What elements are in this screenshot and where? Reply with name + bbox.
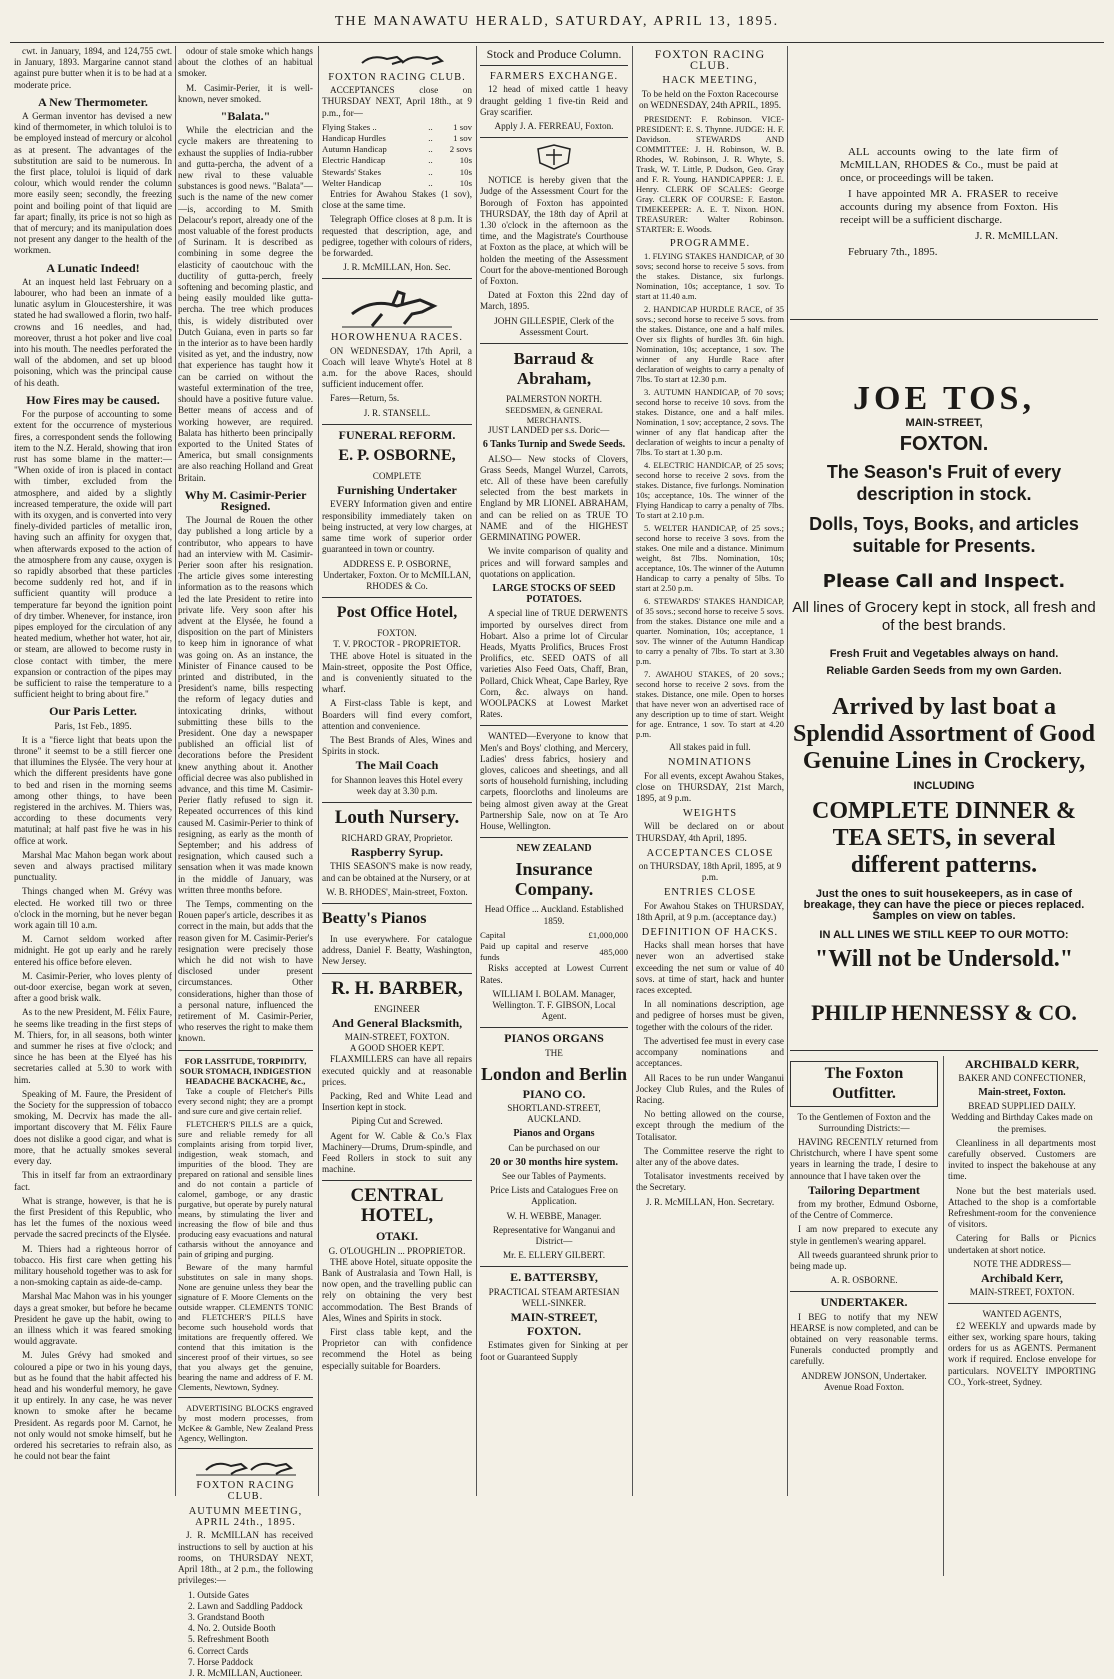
privileges-list	[178, 1590, 313, 1668]
ad-text: Hacks shall mean horses that have never won an advertised stake exceeding the net sum or value of 40 sovs. at time of start, hack and hunter races excepted.	[636, 940, 784, 996]
ad-kerr-title: ARCHIBALD KERR,	[964, 1056, 1079, 1071]
ad-subheading: A GOOD SHOER KEPT.	[349, 1043, 445, 1054]
race-name: Stewards' Stakes	[322, 166, 382, 177]
column-rule	[787, 46, 788, 1496]
ad-london-berlin: London and Berlin	[480, 1063, 628, 1084]
ad-text: THIS SEASON'S make is now ready, and can be obtained at the Nursery, or at	[322, 861, 472, 883]
column-4	[480, 46, 628, 1496]
ad-subheading: PIANOS ORGANS	[504, 1031, 604, 1046]
ad-subheading: PIANO CO.	[522, 1086, 586, 1101]
ad-subheading: ACCEPTANCES CLOSE	[646, 847, 774, 859]
ad-text: ON WEDNESDAY, 17th April, a Coach will leave Whyte's Hotel at 8 a.m. for the above Races, should sufficient inducement offer.	[322, 345, 472, 390]
ad-line: Please Call and Inspect.	[822, 571, 1066, 593]
ad-subheading: WEIGHTS	[682, 808, 738, 820]
notice-text: NOTICE is hereby given that the Judge of the Assessment Court for the Borough of Foxton has appointed THURSDAY, the 18th day of April at 1.30 o'clock in the afternoon as the time, and the Magistrate's Courthouse at Foxton as the place, at which will be holden the meeting of the Assessment Court for the above-mentioned Borough of Foxton.	[480, 175, 628, 287]
leader-dots: ..	[428, 166, 433, 177]
leader-dots: ..	[428, 121, 433, 132]
headline-racing-club: FOXTON RACING CLUB.	[654, 47, 766, 73]
ad-post-office-hotel: Post Office Hotel,	[336, 604, 458, 622]
ad-hennessy: PHILIP HENNESSY & CO.	[811, 999, 1077, 1025]
article-text: As to the new President, M. Félix Faure, he seems like treading in the first steps of M. Thiers, for, in all seasons, both winter and summer he rises at five o'clock; and since he has been at the Elyeé has his secretaries called at 5.30 to work with him.	[14, 1007, 172, 1085]
divider	[322, 597, 472, 598]
ad-subheading: BREAD SUPPLIED DAILY.	[968, 1101, 1076, 1112]
notice-text: I have appointed MR A. FRASER to receive accounts during my absence from Foxton. His receipt will be a sufficient discharge.	[840, 188, 1058, 226]
ad-line: Fresh Fruit and Vegetables always on hand.	[829, 648, 1059, 661]
list-item: 7. AWAHOU STAKES, of 20 sovs.; second horse to receive 2 sovs. from the stakes. Distance, one mile. Open to horses that have never won an advertised race of any description up to time of start. Weight for age. Entrance, 1 sov. To start at 4.20 p.m.	[636, 669, 784, 740]
masthead	[0, 0, 1114, 44]
list-item: 5. Refreshment Booth	[188, 1634, 269, 1645]
ad-text: W. B. RHODES', Main-street, Foxton.	[326, 886, 468, 897]
ad-text: In use everywhere. For catalogue address, Daniel F. Beatty, Washington, New Jersey.	[322, 933, 472, 967]
ad-text: The Best Brands of Ales, Wines and Spirits in stock.	[322, 734, 472, 757]
list-item: 1. FLYING STAKES HANDICAP, of 30 sovs; second horse to receive 5 sovs. from the stakes. Distance, six furlongs. Nomination, 10s; acceptance, 1 sov. To start at 11.40 a.m.	[636, 251, 784, 302]
divider	[948, 1303, 1096, 1304]
divider	[790, 1050, 1098, 1051]
ad-subheading: BAKER AND CONFECTIONER,	[958, 1072, 1086, 1083]
divider	[178, 1448, 313, 1449]
ad-text: A special line of TRUE DERWENTS imported by ourselves direct from Hobart. Also a prime lot of Circular Heads, Myatts Prolifics, Bruces Frost Prolifics, etc. SEED OATS of all varieties Also Feed Oats, Chaff, Bran, Pollard, Chick Wheat, Cape Barley, Rye Corn, &c. always on hand. WOOLPACKS at Lowest Market Rates.	[480, 608, 628, 720]
capital-value: 485,000	[599, 946, 628, 957]
list-item: 2. HANDICAP HURDLE RACE, of 35 sovs.; second horse to receive 5 sovs. from the stakes. Distance, one and a half miles. Over six flights of hurdles 3ft. 6in high. Nomination, 10s; acceptance, 1 sov. The winner of any Hurdle Race after declaration of weights to carry a penalty of 7lbs. To start at 12.30 p.m.	[636, 304, 784, 385]
ad-subheading: G. O'LOUGHLIN ... PROPRIETOR.	[328, 1245, 466, 1256]
ad-subheading: 6 Tanks Turnip and Swede Seeds.	[482, 439, 626, 451]
list-item: 3. AUTUMN HANDICAP, of 70 sovs; second horse to receive 10 sovs. from the stakes. Distance, one and a half miles. Nomination, 1 sov; acceptance, 2 sovs. The winner of any flat handicap after the declaration of weights to incur a penalty of 7lbs. To start at 1.30 p.m.	[636, 387, 784, 458]
divider	[790, 1291, 938, 1292]
ad-line: Just the ones to suit housekeepers, as in case of breakage, they can have the piece or pieces replaced. Samples on view on tables.	[803, 887, 1085, 923]
ad-subheading: FOXTON.	[526, 1324, 582, 1339]
horse-race-icon	[347, 50, 447, 68]
headline-resigned: Why M. Casimir-Perier Resigned.	[184, 487, 307, 513]
ad-subheading: FARMERS EXCHANGE.	[489, 71, 619, 83]
ad-subheading: Main-street, Foxton.	[978, 1087, 1066, 1099]
headline-fires: How Fires may be caused.	[26, 392, 160, 407]
ad-subheading: Tailoring Department	[808, 1182, 920, 1197]
ad-insurance-company: Insurance Company.	[514, 859, 594, 900]
table-row	[322, 122, 472, 133]
ad-subheading: FOXTON.	[899, 433, 989, 456]
ad-text: For Awahou Stakes on THURSDAY, 18th April, at 9 p.m. (acceptance day.)	[636, 900, 784, 922]
ad-text: A First-class Table is kept, and Boarders will find every comfort, attention and convenience.	[322, 698, 472, 731]
ad-text: EVERY Information given and entire responsibility immediately taken on being instructed, at very low charges, at same time work of superior order guaranteed in town or country.	[322, 499, 472, 555]
ad-louth-nursery: Louth Nursery.	[334, 806, 460, 828]
ad-text: THE above Hotel is situated in the Main-street, opposite the Post Office, and is conveniently situated to the wharf.	[322, 650, 472, 695]
ad-text: Wedding and Birthday Cakes made on the premises.	[951, 1112, 1093, 1134]
ad-subheading: PRACTICAL STEAM ARTESIAN WELL-SINKER.	[488, 1286, 620, 1308]
column-rule	[476, 46, 477, 1496]
ad-text: All Races to be run under Wanganui Jockey Club Rules, and the Rules of Racing.	[636, 1072, 784, 1105]
list-item: 3. Grandstand Booth	[188, 1611, 265, 1622]
article-text: The Journal de Rouen the other day published a long article by a contributor, who appears to have had an interview with M. Casimir-Perier soon after his resignation. The article gives some interesting information as to the reasons which led the late President to retire into private life. Very soon after his advent at the Elysée, he found a disposition on the part of Ministers to keep him in ignorance of what was going on. As an instance, the Minister of Finance caused to be printed and distributed, in the President's name, bills respecting the reform of legacy duties and intoxicating drinks, without submitting these bills to the President. One day a newspaper published an official list of decorations before the President knew anything about it. Another official decree was also published in advance, and this time M. Casimir-Perier flatly refused to sign it. Repeated occurrences of this kind caused M. Casimir-Perier to think of resigning, as early as the month of September; and his address of resignation, which caused such a sensation when it was made known in the middle of January, was written three months before.	[178, 515, 313, 895]
table-row	[322, 133, 472, 144]
ad-subheading: PROGRAMME.	[669, 238, 751, 250]
race-name: Welter Handicap	[322, 177, 382, 188]
divider	[480, 1027, 628, 1028]
capital-table	[480, 930, 628, 964]
ad-subheading: Pianos and Organs	[513, 1128, 595, 1140]
ad-subheading: T. V. PROCTOR - PROPRIETOR.	[333, 639, 461, 650]
horse-race-icon	[196, 1454, 296, 1476]
headline-horowhenua: HOROWHENUA RACES.	[331, 332, 463, 344]
ad-subheading: OTAKI.	[375, 1229, 419, 1244]
ad-text: £2 WEEKLY and upwards made by either sex, working spare hours, taking orders for us as AGENTS. Permanent work if required. Enclose envelope for particulars. NOVELTY IMPORTING CO., York-street, Sydney.	[948, 1320, 1096, 1387]
ad-text: HAVING RECENTLY returned from Christchurch, where I have spent some years in learning the trade, I desire to announce that I have taken over the	[790, 1137, 938, 1181]
ad-text: All stakes paid in full.	[669, 742, 751, 753]
leader-dots: ..	[428, 177, 433, 188]
column-5	[636, 46, 784, 1496]
officials-list: PRESIDENT: F. Robinson. VICE-PRESIDENT: E. S. Thynne. JUDGE: H. F. Davidson. STEWARDS AND COMMITTEE: J. H. Robinson, W. B. Rhodes, W. Robinson, J. R. Whyte, S. Trask, W. T. Little, P. Dudson, Geo. Gray and F. R. Young. HANDICAPPER: J. E. Henry. CLERK OF SCALES: George Gray. CLERK OF COURSE: F. Easton. TIMEKEEPER: A. E. T. Nixon. HON. TREASURER: Walter Robinson. STARTER: E. Woods.	[636, 114, 784, 235]
article-text: This in itself far from an extraordinary fact.	[14, 1170, 172, 1192]
ad-joe-tos: JOE TOS,	[853, 380, 1035, 417]
ad-beatty-pianos: Beatty's Pianos	[322, 909, 427, 927]
ad-text: In all nominations description, age and pedigree of horses must be given, together with the colours of the rider.	[636, 999, 784, 1032]
article-text: M. Carnot seldom worked after midnight. He got up early and he rarely entered his office before eleven.	[14, 934, 172, 967]
ad-line: Dolls, Toys, Books, and articles suitable for Presents.	[809, 514, 1079, 557]
divider	[480, 837, 628, 838]
ad-text: Entries for Awahou Stakes (1 sov), close at the same time.	[322, 189, 472, 211]
masthead-rule	[10, 42, 1104, 43]
jockey-horse-icon	[342, 284, 452, 328]
ad-line: Arrived by last boat a Splendid Assortment of Good Genuine Lines in Crockery,	[792, 693, 1096, 774]
ad-text: JUST LANDED per s.s. Doric—	[488, 425, 610, 436]
list-item: 4. No. 2. Outside Booth	[188, 1623, 276, 1634]
article-text: Speaking of M. Faure, the President of the Society for the suppression of tobacco smoking, M. Decrvix has made the all-important discovery that M. Félix Faure does not dislike a good cigar, and what is more, that he actually smokes several every day.	[14, 1088, 172, 1167]
ad-text: Telegraph Office closes at 8 p.m. It is requested that description, age, and pedigree, together with colours of riders, be forwarded.	[322, 214, 472, 259]
ad-line: The Season's Fruit of every description in stock.	[826, 462, 1062, 505]
article-text: odour of stale smoke which hangs about the clothes of an habitual smoker.	[178, 46, 313, 79]
article-text: M. Casimir-Perier, it is well-known, never smoked.	[178, 82, 313, 104]
ad-subheading: SHORTLAND-STREET, AUCKLAND.	[507, 1103, 601, 1125]
race-name: Electric Handicap	[322, 155, 386, 166]
ad-text: Totalisator investments received by the Secretary.	[636, 1171, 784, 1193]
notice-text: Dated at Foxton this 22nd day of March, 1895.	[480, 290, 628, 312]
ad-kerr	[948, 1056, 1096, 1391]
ad-text: Beware of the many harmful substitutes on sale in many shops. None are genuine unless they bear the signature of F. Moore Clements on the outside wrapper. CLEMENTS TONIC and FLETCHER'S PILLS have become such household words that imitations are frequently offered. We contend that this imitation is the sincerest proof of their virtues, so see that you always get the genuine, bearing the name and address of F. M. Clements, Newtown, Sydney.	[178, 1261, 313, 1392]
ad-subheading: Raspberry Syrup.	[350, 845, 443, 860]
ad-text: I BEG to notify that my NEW HEARSE is now completed, and can be obtained on very reasonable terms. Funerals conducted promptly and carefully.	[790, 1311, 938, 1367]
ad-line: INCLUDING	[913, 779, 975, 792]
ad-subheading: MAIN-STREET, FOXTON.	[344, 1031, 450, 1042]
column-6	[790, 46, 1098, 1496]
ad-subheading: DEFINITION OF HACKS.	[641, 927, 779, 939]
article-text: cwt. in January, 1894, and 124,755 cwt. in January, 1893. Margarine cannot stand against pure butter when it is to be had at a moderate price.	[14, 46, 172, 90]
ad-text: Representative for Wanganui and District—	[492, 1224, 616, 1247]
ad-subheading: MAIN-STREET,	[905, 417, 983, 429]
table-row	[322, 167, 472, 178]
ad-signature: J. R. McMILLAN, Hon. Secretary.	[645, 1196, 775, 1207]
ad-subheading: ENGINEER	[374, 1003, 420, 1014]
table-row	[322, 144, 472, 155]
divider	[480, 65, 628, 66]
ad-outfitter	[790, 1056, 938, 1396]
divider	[178, 1050, 313, 1051]
ad-line: "Will not be Undersold."	[814, 945, 1074, 972]
ad-barber: R. H. BARBER,	[331, 977, 463, 999]
ad-barraud-abraham: Barraud & Abraham,	[513, 349, 595, 389]
race-fees-table	[322, 122, 472, 189]
race-name: Handicap Hurdles	[322, 133, 386, 144]
ad-text: I am now prepared to execute any style in gentlemen's wearing apparel.	[790, 1224, 938, 1246]
leader-dots: ..	[428, 144, 433, 155]
ad-text: WANTED—Everyone to know that Men's and Boys' clothing, and Mercery, Ladies' dress fabrics, hosiery and gloves, calicoes and sheetings, and all sorts of household furnishing, including carpets, floorcloths and linoleums are being almost given away at the Great Partnership Sale, now on at Te Aro House, Wellington.	[480, 731, 628, 831]
ad-battersby: E. BATTERSBY,	[510, 1270, 598, 1285]
ad-subheading: NEW ZEALAND	[516, 843, 592, 855]
notice-text: ALL accounts owing to the late firm of McMILLAN, RHODES & Co., must be paid at once, or proceedings will be taken.	[840, 146, 1058, 184]
ad-text: FLAXMILLERS can have all repairs executed quickly and at reasonable prices.	[322, 1054, 472, 1087]
notice-signature: J. R. McMILLAN.	[975, 230, 1058, 242]
ad-subheading: RICHARD GRAY, Proprietor.	[341, 832, 453, 843]
headline-stock-produce: Stock and Produce Column.	[486, 47, 622, 61]
article-text: Things changed when M. Grévy was elected. He worked till two or three o'clock in the morning, but he never began work again till 10 a.m.	[14, 886, 172, 931]
divider	[322, 278, 472, 279]
ad-club-title: FOXTON RACING CLUB.	[196, 1479, 295, 1502]
dateline: Paris, 1st Feb., 1895.	[54, 720, 132, 731]
ad-text: First class table kept, and the Proprietor can with confidence recommend the Hotel as being especially suitable for Boarders.	[322, 1327, 472, 1371]
headline-lunatic: A Lunatic Indeed!	[46, 260, 140, 275]
ad-text: Apply J. A. FERREAU, Foxton.	[494, 121, 614, 132]
ad-text: The Committee reserve the right to alter any of the above dates.	[636, 1145, 784, 1167]
ad-line: IN ALL LINES WE STILL KEEP TO OUR MOTTO:	[819, 929, 1069, 942]
capital-value: £1,000,000	[588, 929, 628, 940]
headline-paris-letter: Our Paris Letter.	[49, 704, 137, 719]
leader-dots: ..	[428, 155, 433, 166]
capital-label: Paid up capital and reserve funds	[480, 940, 589, 963]
article-text: A German inventor has devised a new kind of thermometer, in which toluloi is to be employed instead of mercury or alcohol as at present. The advantages of the substitution are said to be numerous. In the first place, toluloi is liquid of dark colour, which would render the column more easily seen; secondly, the freezing point and boiling point of that liquid are far apart; finally, its price is not so high as that of mercury; and its manipulation does not present any danger to the health of the workmen.	[14, 111, 172, 256]
article-text: While the electrician and the cycle makers are threatening to exhaust the supplies of India-rubber and gutta-percha, the advent of a new rival to these valuable substances is good news. "Balata"—such is the name of the new comer —is, according to M. Smith Delacour's report, already one of the most valuable of the forest products of Surinam. It is described as combining in some degree the elasticity of caoutchouc with the ductility of gutta-perch, freely softening and becoming plastic, and being easily moulded like gutta-percha. The tree which produces this, is widely distributed over Dutch Guiana, even in parts so far in the interior as to have been hardly visited as yet, and the industry, now that experience has taught how it can be carried on without the wasteful extermination of the tree, should have a positive future value. Better means of access and of working however, are required. Balata has hitherto been principally exported to the United States of America, but small consignments are also reaching Holland and Great Britain.	[178, 125, 313, 483]
race-fee: 2 sovs	[449, 144, 472, 155]
headline-funeral: FUNERAL REFORM.	[338, 427, 456, 442]
ad-text: on THURSDAY, 18th April, 1895, at 9 p.m.	[638, 861, 782, 883]
ad-outfitter-title: The Foxton Outfitter.	[790, 1061, 938, 1107]
coat-of-arms-icon	[534, 143, 574, 171]
capital-label: Capital	[480, 929, 506, 940]
ad-text: Estimates given for Sinking at per foot or Guaranteed Supply	[480, 1340, 628, 1362]
notice-mcmillan	[790, 46, 1098, 259]
ad-text: Mr. E. ELLERY GILBERT.	[502, 1250, 606, 1261]
race-fee: 10s	[459, 155, 472, 166]
article-text: M. Jules Grévy had smoked and coloured a pipe or two in his young days, but as he found that the habit affected his head and his wonderful memory, he gave it up entirely. In any case, he was never known to smoke after he became President. As regards poor M. Carnot, he not only would not smoke himself, but he ordered his secretaries to refrain also, as he could not bear the faint	[14, 1350, 172, 1462]
divider	[480, 1266, 628, 1267]
article-text: At an inquest held last February on a labourer, who had been an inmate of a lunatic asylum in Gloucestershire, it was stated he had swallowed a florin, two half-crowns and 16 needles, and had, moreover, thrust a hot poker and live coal into his mouth. The needles perforated the wall of the abdomen, and set up blood poisoning, which was the principal cause of his death.	[14, 276, 172, 388]
divider	[480, 343, 628, 344]
ad-text: Risks accepted at Lowest Current Rates.	[480, 963, 628, 985]
ad-text: To the Gentlemen of Foxton and the Surrounding Districts:—	[797, 1111, 931, 1133]
article-text: The Temps, commenting on the Rouen paper's article, describes it as correct in the main, but adds that the reason given for M. Casimir-Perier's resignation were precisely those which he did not wish to have disclosed under present circumstances. Other considerations, higher than those of a personal nature, influenced the retirement of M. Casimir-Perier, who reserves the right to make them known.	[178, 899, 313, 1044]
ad-text: W. H. WEBBE, Manager.	[506, 1210, 602, 1221]
ad-text: Take a couple of Fletcher's Pills every second night; they are a prompt and sure cure and give certain relief.	[178, 1085, 313, 1116]
bottom-ads	[790, 1056, 1098, 1576]
ad-text: from my brother, Edmund Osborne, of the Centre of Commerce.	[790, 1199, 938, 1221]
ad-text: See our Tables of Payments.	[501, 1171, 607, 1182]
ad-signature: A. R. OSBORNE.	[830, 1275, 898, 1286]
ad-text: Head Office ... Auckland. Established 1859.	[484, 904, 624, 926]
ad-text: Cleanliness in all departments most carefully observed. Customers are invited to inspect the bakehouse at any time.	[948, 1137, 1096, 1182]
divider	[322, 424, 472, 425]
ad-subheading: MAIN-STREET, FOXTON.	[969, 1287, 1075, 1298]
ad-subheading: NOMINATIONS	[668, 757, 752, 769]
race-fee: 1 sov	[453, 133, 472, 144]
ad-signature: J. R. McMILLAN, Auctioneer.	[188, 1667, 303, 1678]
article-text: Marshal Mac Mahon began work about seven and always practised military punctuality.	[14, 849, 172, 883]
table-row	[480, 930, 628, 941]
list-item: 5. WELTER HANDICAP, of 25 sovs.; second horse to receive 3 sovs. from the stakes. One mile and a distance. Minimum weight, 8st 7lbs. Nomination, 10s; acceptance, 10s. The winner of the Autumn Handicap to carry a penalty of 5lbs. To start at 2.50 p.m.	[636, 523, 784, 594]
divider	[322, 973, 472, 974]
ad-subheading: Archibald Kerr,	[980, 1271, 1063, 1286]
divider	[178, 1397, 313, 1398]
divider	[480, 725, 628, 726]
list-item: 1. Outside Gates	[188, 1589, 249, 1600]
ad-central-hotel: CENTRAL HOTEL,	[350, 1185, 444, 1227]
column-rule	[318, 46, 319, 1496]
headline-thermometer: A New Thermometer.	[38, 94, 148, 109]
ad-subheading: The Mail Coach	[355, 758, 439, 773]
ad-subheading: ENTRIES CLOSE	[663, 887, 757, 899]
list-item: 6. Correct Cards	[188, 1645, 249, 1656]
ad-text: J. R. McMILLAN has received instructions to sell by auction at his rooms, on THURSDAY NEXT, April 18th., at 2 p.m., the following privileges:—	[178, 1530, 313, 1586]
race-fee: 10s	[459, 166, 472, 177]
ad-text: Will be declared on or about THURSDAY, 4th April, 1895.	[636, 821, 784, 843]
race-name: Flying Stakes ..	[322, 121, 377, 132]
headline-balata: "Balata."	[220, 109, 271, 124]
ad-text: For all events, except Awahou Stakes, close on THURSDAY, 21st March, 1895, at 9 p.m.	[636, 770, 784, 804]
table-row	[322, 178, 472, 189]
ad-signature: J. R. McMILLAN, Hon. Sec.	[343, 262, 451, 273]
ad-text: FLETCHER'S PILLS are a quick, sure and reliable remedy for all complaints arising from torpid liver, indigestion, weak stomach, and impurities of the blood. They are prepared on rational and sensible lines and do not contain a particle of calomel, gamboge, or any drastic purgative, but operate by purely natural means, by stimulating the liver and increasing the flow of bile and thus producing easy evacuations and natural catharsis without the annoyance and pain of griping and purging.	[178, 1118, 313, 1259]
column-rule	[943, 1056, 944, 1576]
ad-text: To be held on the Foxton Racecourse on WEDNESDAY, 24th APRIL, 1895.	[639, 88, 781, 110]
ad-line: COMPLETE DINNER & TEA SETS, in several different patterns.	[811, 797, 1076, 878]
ad-club-title: FOXTON RACING CLUB.	[328, 72, 466, 83]
page-header-title: THE MANAWATU HERALD, SATURDAY, APRIL 13, 1895.	[334, 14, 780, 29]
ad-text: Packing, Red and White Lead and Insertion kept in stock.	[322, 1091, 472, 1113]
ad-text: Fares—Return, 5s.	[330, 393, 400, 404]
ad-wanted-title: WANTED AGENTS,	[982, 1309, 1062, 1320]
notice-signature: JOHN GILLESPIE, Clerk of the Assessment Court.	[494, 315, 614, 337]
programme-list	[636, 251, 784, 739]
ad-line: Reliable Garden Seeds from my own Garden.	[826, 665, 1062, 678]
ad-subheading: NOTE THE ADDRESS—	[973, 1258, 1071, 1269]
table-row	[322, 155, 472, 166]
column-3	[322, 46, 472, 1496]
ad-meeting-title: AUTUMN MEETING, APRIL 24th., 1895.	[188, 1506, 303, 1529]
ad-pills-heading: FOR LASSITUDE, TORPIDITY, SOUR STOMACH, INDIGESTION HEADACHE BACKACHE, &c.,	[179, 1055, 312, 1086]
ad-text: for Shannon leaves this Hotel every week day at 3.30 p.m.	[331, 774, 463, 796]
ad-text: ADVERTISING BLOCKS engraved by most modern processes, from McKee & Gamble, New Zealand Press Agency, Wellington.	[178, 1402, 313, 1443]
divider	[322, 903, 472, 904]
ad-subheading: HACK MEETING,	[662, 75, 758, 87]
article-text: It is a "fierce light that beats upon the throne" it seemst to be a still fiercer one that illumines the Elysée. The very hour at which the different presidents have gone to bed and risen in the morning seems among other things, to have been registered in the archives. M. Thiers was, according to these documents very matutinal; at half past five he was in his office at work.	[14, 734, 172, 846]
ad-osborne-name: E. P. OSBORNE,	[338, 447, 456, 465]
column-rule	[632, 46, 633, 1496]
article-text: M. Thiers had a righteous horror of tobacco. His first care when getting his military household together was to ask for a non-smoking captain as aide-de-camp.	[14, 1243, 172, 1288]
list-item: 6. STEWARDS' STAKES HANDICAP, of 35 sovs.; second horse to receive 5 sovs. from the stakes. Distance one mile and a quarter. Nomination, 10s; acceptance, 1 sov. The winner of the Autumn Handicap to carry a penalty of 7lbs. To start at 3.30 p.m.	[636, 596, 784, 667]
ad-subheading: And General Blacksmith,	[331, 1015, 463, 1030]
ad-text: Price Lists and Catalogues Free on Application.	[490, 1185, 618, 1207]
table-row	[480, 941, 628, 963]
ad-subheading: MAIN-STREET,	[510, 1310, 598, 1325]
column-2	[178, 46, 313, 1678]
ad-text: THE above Hotel, situate opposite the Bank of Australasia and Town Hall, is now open, and the travelling public can rely on obtaining the very best accommodation. The Best Brands of Ales, Wines and Spirits in stock.	[322, 1256, 472, 1323]
ad-address: ADDRESS E. P. OSBORNE, Undertaker, Foxton. Or to McMILLAN, RHODES & Co.	[323, 558, 471, 591]
column-1	[14, 46, 172, 1496]
ad-text: The advertised fee must in every case accompany nominations and acceptances.	[636, 1035, 784, 1069]
ad-subheading: COMPLETE	[372, 471, 422, 482]
divider	[322, 802, 472, 803]
ad-signature: ANDREW JONSON, Undertaker. Avenue Road Foxton.	[801, 1370, 927, 1392]
ad-text: ALSO— New stocks of Clovers, Grass Seeds, Mangel Wurzel, Carrots, etc. All of these have been carefully selected from the best markets in England by MR LIONEL ABRAHAM, and can be relied on as TRUE TO NAME and of the HIGHEST GERMINATING POWER.	[480, 453, 628, 543]
ad-signature: WILLIAM I. BOLAM. Manager, Wellington. T. F. GIBSON, Local Agent.	[492, 988, 616, 1022]
ad-subheading: SEEDSMEN, & GENERAL MERCHANTS.	[505, 405, 603, 426]
divider	[322, 1180, 472, 1181]
ad-text: Can be purchased on our	[508, 1142, 600, 1153]
list-item: 7. Horse Paddock	[188, 1656, 254, 1667]
ad-text: ACCEPTANCES close on THURSDAY NEXT, April 18th., at 9 p.m., for—	[322, 85, 472, 118]
leader-dots: ..	[428, 133, 433, 144]
ad-text: Piping Cut and Screwed.	[351, 1116, 443, 1127]
ad-subheading: LARGE STOCKS OF SEED POTATOES.	[492, 582, 616, 606]
article-text: Marshal Mac Mahon was in his younger days a great smoker, but before he became President he gave up the habit, owing to an illness which it was feared smoking would aggravate.	[14, 1291, 172, 1347]
ad-undertaker-title: UNDERTAKER.	[820, 1295, 908, 1310]
ad-subheading: THE	[545, 1047, 563, 1058]
article-text: For the purpose of accounting to some extent for the occurrence of mysterious fires, a correspondent sends the following item to the N.Z. Herald, showing that iron rust has some blame in the matter:— "When oxide of iron is placed in contact with timber, excluded from the atmosphere, and aided by a slightly increased temperature, the oxide will part with its oxygen, and is converted into very finely-divided particles of metallic iron, having such an affinity for oxygen that, when afterwards exposed to the action of the atmosphere from any cause, oxygen is so rapidly absorbed that these particles become suddenly red hot, and if in sufficient quantity will produce a temperature far beyond the ignition point of dry timber. Whenever, for instance, iron pipes employed for the circulation of any heated medium, whether hot water, hot air, or steam, are allowed to become rusty in close contact with timber, the mere expansion or contraction of the pipes may be sufficient to raise the temperature to a sufficient height to bring about fire."	[14, 409, 172, 700]
list-item: 2. Lawn and Saddling Paddock	[188, 1600, 303, 1611]
column-rule	[175, 46, 176, 1496]
ad-subheading: 20 or 30 months hire system.	[490, 1156, 618, 1168]
divider	[480, 137, 628, 138]
ad-text: We invite comparison of quality and prices and will forward samples and quotations on application.	[480, 546, 628, 579]
ad-text: 12 head of mixed cattle 1 heavy draught gelding 1 five-tin Reid and Gray scarifier.	[480, 84, 628, 117]
ad-signature: J. R. STANSELL.	[363, 407, 431, 418]
article-text: M. Casimir-Perier, who loves plenty of out-door exercise, began work at seven, after a good brisk walk.	[14, 970, 172, 1004]
ad-subheading: Furnishing Undertaker	[337, 483, 457, 498]
divider	[790, 319, 1098, 320]
ad-text: All tweeds guaranteed shrunk prior to being made up.	[790, 1249, 938, 1272]
race-fee: 10s	[459, 177, 472, 188]
ad-subheading: FOXTON.	[377, 628, 417, 639]
ad-text: No betting allowed on the course, except through the medium of the Totalisator.	[636, 1109, 784, 1142]
ad-text: Catering for Balls or Picnics undertaken at short notice.	[948, 1233, 1096, 1255]
race-name: Autumn Handicap	[322, 144, 387, 155]
list-item: 4. ELECTRIC HANDICAP, of 25 sovs; second horse to receive 2 sovs. from the stakes. Distance, five furlongs. Nomination 10s; acceptance, 10s. The winner of the Flying Handicap to carry a penalty of 7lbs. To start at 2.10 p.m.	[636, 460, 784, 521]
article-text: What is strange, however, is that he is the first President of this Republic, who has let the fumes of the noxious weed pervade the sacred precincts of the Elysée.	[14, 1195, 172, 1240]
notice-date: February 7th., 1895.	[848, 246, 938, 258]
ad-text: Agent for W. Cable & Co.'s Flax Machinery—Drums, Drum-spindle, and Feed Rollers in stock to suit any machine.	[322, 1130, 472, 1175]
ad-text: None but the best materials used. Attached to the shop is a comfortable Refreshment-room for the convenience of visitors.	[948, 1185, 1096, 1230]
ad-line: All lines of Grocery kept in stock, all fresh and of the best brands.	[792, 599, 1096, 635]
race-fee: 1 sov	[453, 121, 472, 132]
ad-subheading: PALMERSTON NORTH.	[506, 394, 602, 405]
